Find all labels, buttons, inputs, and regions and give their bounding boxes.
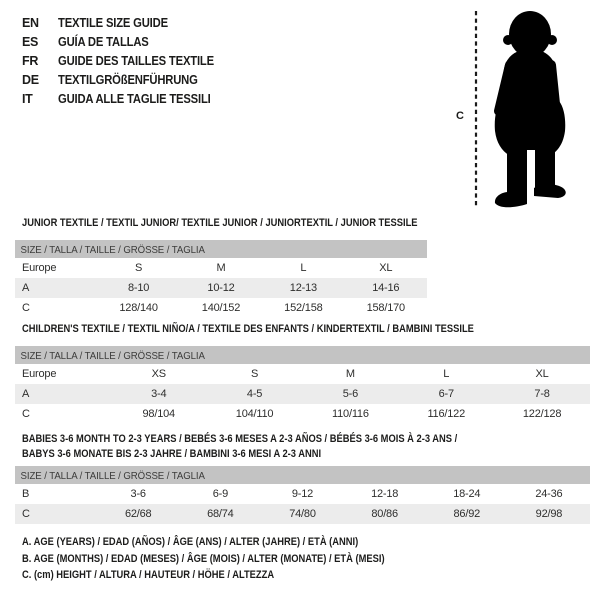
table-row	[15, 258, 427, 278]
row-label: C	[22, 408, 30, 420]
size-value-cell: M	[216, 262, 226, 274]
language-code: IT	[22, 91, 33, 106]
guide-title-fr: GUIDE DES TAILLES TEXTILE	[58, 53, 214, 68]
section-childrens-textile	[15, 322, 590, 424]
silhouette-foot-left	[495, 192, 527, 207]
size-header-label: SIZE / TALLA / TAILLE / GRÖSSE / TAGLIA	[20, 244, 205, 256]
row-label: C	[22, 302, 30, 314]
silhouette-leg-right	[535, 145, 555, 188]
size-value-cell: 3-6	[130, 488, 146, 500]
row-label: B	[22, 488, 30, 500]
toddler-silhouette	[495, 11, 566, 207]
footnote-legend	[22, 534, 449, 584]
size-header-bar	[15, 240, 427, 258]
section-title-junior	[15, 216, 427, 240]
size-header-cell	[15, 466, 590, 484]
section-babies-textile	[15, 432, 590, 524]
size-value-cell: 140/152	[201, 302, 241, 314]
size-value-cell: 9-12	[291, 488, 314, 500]
size-value-cell: 12-13	[289, 282, 317, 294]
section-title-line: BABIES 3-6 MONTH TO 2-3 YEARS / BEBÉS 3-6 MESES A 2-3 AÑOS / BÉBÉS 3-6 MOIS À 2-3 ANS /	[22, 433, 458, 445]
row-label: Europe	[22, 262, 57, 274]
size-value-cell: 152/158	[284, 302, 323, 314]
size-value-cell: 8-10	[127, 282, 150, 294]
size-header-cell	[15, 346, 590, 364]
table-row	[15, 504, 590, 524]
footnote-age-years: A. AGE (YEARS) / EDAD (AÑOS) / ÂGE (ANS) / ALTER (JAHRE) / ETÀ (ANNI)	[22, 536, 359, 548]
section-title-line: CHILDREN'S TEXTILE / TEXTIL NIÑO/A / TEXTILE DES ENFANTS / KINDERTEXTIL / BAMBINI TESSILE	[22, 323, 474, 335]
size-value-cell: 62/68	[124, 508, 152, 520]
size-header-bar	[15, 346, 590, 364]
table-row	[15, 404, 590, 424]
section-junior-textile	[15, 216, 427, 318]
size-value-cell: 10-12	[207, 282, 235, 294]
size-value-cell: M	[345, 368, 355, 380]
size-value-cell: XL	[535, 368, 549, 380]
guide-title-it: GUIDA ALLE TAGLIE TESSILI	[58, 91, 211, 106]
size-value-cell: S	[135, 262, 143, 274]
language-row-es	[22, 32, 231, 51]
row-label: A	[22, 282, 30, 294]
size-value-cell: 98/104	[142, 408, 175, 420]
row-label: C	[22, 508, 30, 520]
row-label: Europe	[22, 368, 57, 380]
footnote-height: C. (cm) HEIGHT / ALTURA / HAUTEUR / HÖHE / ALTEZZA	[22, 569, 275, 581]
table-row	[15, 278, 427, 298]
size-value-cell: XL	[379, 262, 393, 274]
section-title-line: BABYS 3-6 MONATE BIS 2-3 JAHRE / BAMBINI 3-6 MESI A 2-3 ANNI	[22, 448, 322, 460]
size-value-cell: 158/170	[366, 302, 405, 314]
size-table-babies	[15, 466, 590, 524]
silhouette-ear-left	[503, 35, 513, 45]
row-label: A	[22, 388, 30, 400]
footnote-age-months: B. AGE (MONTHS) / EDAD (MESES) / ÂGE (MOIS) / ALTER (MONATE) / ETÀ (MESI)	[22, 552, 385, 565]
size-value-cell: XS	[151, 368, 166, 380]
size-value-cell: 116/122	[427, 408, 465, 420]
guide-title-en: TEXTILE SIZE GUIDE	[58, 15, 168, 30]
size-value-cell: 5-6	[342, 388, 359, 400]
language-row-de	[22, 70, 231, 89]
table-row	[15, 364, 590, 384]
size-value-cell: 12-18	[371, 488, 399, 500]
size-table-junior	[15, 240, 427, 318]
size-table-children	[15, 346, 590, 424]
section-title-babies	[15, 432, 590, 466]
size-header-cell	[15, 240, 427, 258]
size-value-cell: 7-8	[534, 388, 550, 400]
size-value-cell: 24-36	[535, 488, 563, 500]
size-value-cell: 128/140	[119, 302, 158, 314]
size-value-cell: 14-16	[372, 282, 400, 294]
size-value-cell: 4-5	[246, 388, 263, 400]
size-value-cell: L	[300, 262, 307, 274]
table-row	[15, 484, 590, 504]
section-title-children	[15, 322, 590, 346]
size-value-cell: 74/80	[289, 508, 316, 520]
table-row	[15, 298, 427, 318]
size-value-cell: L	[443, 368, 450, 380]
guide-title-es: GUÍA DE TALLAS	[58, 34, 149, 49]
language-list	[22, 13, 231, 108]
size-value-cell: 104/110	[235, 408, 274, 420]
table-row	[15, 384, 590, 404]
size-value-cell: 18-24	[453, 488, 481, 500]
size-header-label: SIZE / TALLA / TAILLE / GRÖSSE / TAGLIA	[20, 470, 205, 482]
size-value-cell: 86/92	[453, 508, 481, 520]
language-code: FR	[22, 53, 39, 68]
size-value-cell: 6-9	[212, 488, 228, 500]
language-code: DE	[22, 72, 39, 87]
size-value-cell: 122/128	[522, 408, 562, 420]
size-header-bar	[15, 466, 590, 484]
language-row-fr	[22, 51, 231, 70]
silhouette-arm-right	[551, 65, 555, 104]
silhouette-ear-right	[547, 35, 557, 45]
size-header-label: SIZE / TALLA / TAILLE / GRÖSSE / TAGLIA	[20, 350, 205, 362]
guide-title-de: TEXTILGRÖßENFÜHRUNG	[58, 72, 198, 87]
language-row-en	[22, 13, 231, 32]
height-label: C	[456, 110, 464, 122]
silhouette-leg-left	[507, 145, 527, 195]
size-value-cell: 92/98	[535, 508, 563, 520]
size-value-cell: S	[251, 368, 259, 380]
size-value-cell: 110/116	[332, 408, 369, 420]
silhouette-foot-right	[534, 184, 566, 198]
language-code: EN	[22, 15, 39, 30]
language-code: ES	[22, 34, 39, 49]
toddler-silhouette-figure	[450, 5, 600, 215]
size-value-cell: 3-4	[151, 388, 167, 400]
size-value-cell: 68/74	[207, 508, 234, 520]
size-value-cell: 80/86	[371, 508, 398, 520]
size-value-cell: 6-7	[438, 388, 454, 400]
language-row-it	[22, 89, 231, 108]
section-title-line: JUNIOR TEXTILE / TEXTIL JUNIOR/ TEXTILE JUNIOR / JUNIORTEXTIL / JUNIOR TESSILE	[22, 217, 418, 229]
